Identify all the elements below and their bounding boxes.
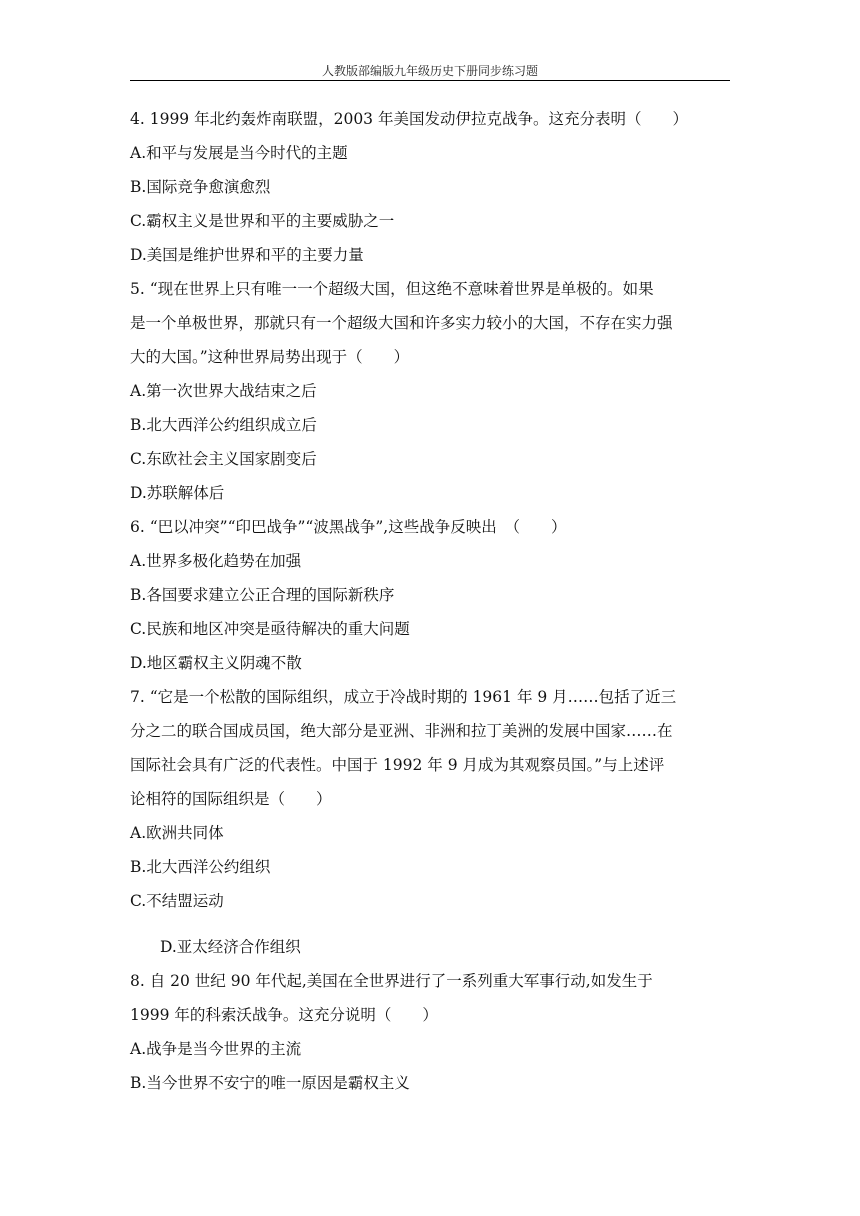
question-7-option-a: A.欧洲共同体 xyxy=(130,824,224,842)
question-8-stem-line-1: 8. 自 20 世纪 90 年代起,美国在全世界进行了一系列重大军事行动,如发生于 xyxy=(130,972,653,990)
question-5-option-d: D.苏联解体后 xyxy=(130,484,225,502)
question-7-stem-line-4: 论相符的国际组织是（ ） xyxy=(130,790,332,808)
question-8-option-b: B.当今世界不安宁的唯一原因是霸权主义 xyxy=(130,1074,410,1092)
question-8-stem-line-2: 1999 年的科索沃战争。这充分说明（ ） xyxy=(130,1006,438,1024)
question-list xyxy=(130,102,730,1100)
question-5-option-a: A.第一次世界大战结束之后 xyxy=(130,382,317,400)
question-7-option-c: C.不结盟运动 xyxy=(130,892,224,910)
question-6-option-a: A.世界多极化趋势在加强 xyxy=(130,552,302,570)
question-5-option-b: B.北大西洋公约组织成立后 xyxy=(130,416,317,434)
question-5-option-c: C.东欧社会主义国家剧变后 xyxy=(130,450,317,468)
header-divider xyxy=(130,80,730,81)
question-7-option-b: B.北大西洋公约组织 xyxy=(130,858,271,876)
question-6-stem: 6. “巴以冲突”“印巴战争”“波黑战争”,这些战争反映出 （ ） xyxy=(130,518,567,536)
page-header-title: 人教版部编版九年级历史下册同步练习题 xyxy=(321,64,538,78)
question-4-option-d: D.美国是维护世界和平的主要力量 xyxy=(130,246,364,264)
question-7-option-d: D.亚太经济合作组织 xyxy=(160,938,301,956)
question-6-option-b: B.各国要求建立公正合理的国际新秩序 xyxy=(130,586,395,604)
question-8-option-a: A.战争是当今世界的主流 xyxy=(130,1040,302,1058)
question-4-stem: 4. 1999 年北约轰炸南联盟，2003 年美国发动伊拉克战争。这充分表明（ ） xyxy=(130,110,688,128)
question-5-stem-line-1: 5. “现在世界上只有唯一一个超级大国，但这绝不意味着世界是单极的。如果 xyxy=(130,280,654,298)
question-4-option-b: B.国际竞争愈演愈烈 xyxy=(130,178,271,196)
question-6-option-c: C.民族和地区冲突是亟待解决的重大问题 xyxy=(130,620,410,638)
question-7-stem-line-3: 国际社会具有广泛的代表性。中国于 1992 年 9 月成为其观察员国。”与上述评 xyxy=(130,756,665,774)
question-5-stem-line-3: 大的大国。”这种世界局势出现于（ ） xyxy=(130,348,410,366)
question-7-stem-line-1: 7. “它是一个松散的国际组织，成立于冷战时期的 1961 年 9 月……包括了近三 xyxy=(130,688,677,706)
question-4 xyxy=(130,102,730,272)
question-4-option-c: C.霸权主义是世界和平的主要威胁之一 xyxy=(130,212,395,230)
question-5-stem-line-2: 是一个单极世界，那就只有一个超级大国和许多实力较小的大国，不存在实力强 xyxy=(130,314,673,332)
question-7-spacer xyxy=(130,918,730,930)
question-6 xyxy=(130,510,730,680)
question-7 xyxy=(130,680,730,964)
question-6-option-d: D.地区霸权主义阴魂不散 xyxy=(130,654,302,672)
question-5 xyxy=(130,272,730,510)
question-7-stem-line-2: 分之二的联合国成员国，绝大部分是亚洲、非洲和拉丁美洲的发展中国家……在 xyxy=(130,722,673,740)
question-4-option-a: A.和平与发展是当今时代的主题 xyxy=(130,144,348,162)
question-8 xyxy=(130,964,730,1100)
